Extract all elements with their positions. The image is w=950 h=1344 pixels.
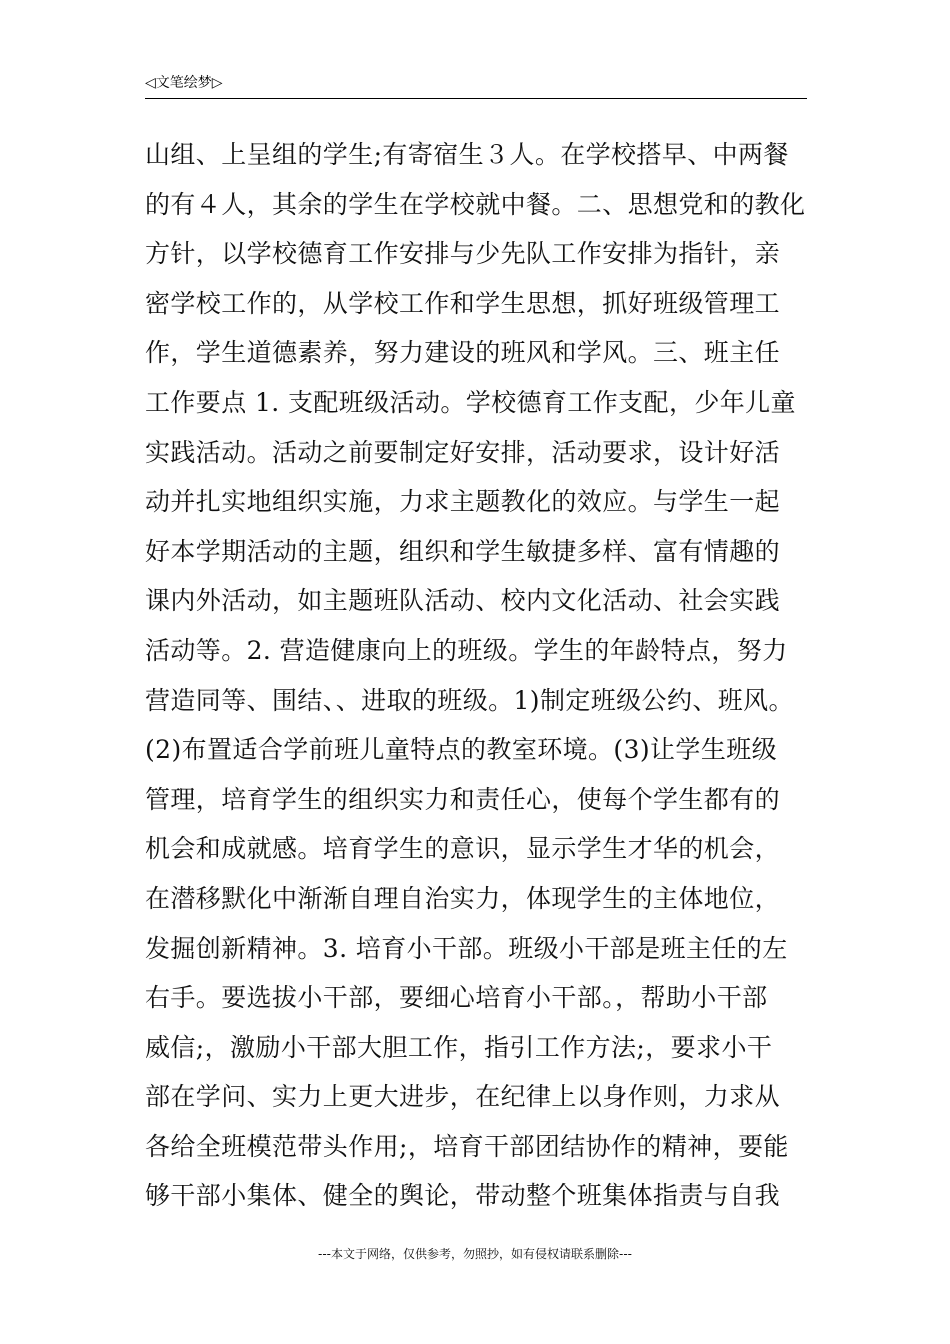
body-line: 方针，以学校德育工作安排与少先队工作安排为指针，亲 bbox=[145, 239, 781, 269]
body-line: 作，学生道德素养，努力建设的班风和学风。三、班主任 bbox=[145, 338, 781, 368]
body-line: 活动等。2. 营造健康向上的班级。学生的年龄特点，努力 bbox=[145, 635, 788, 665]
page-header bbox=[145, 70, 807, 99]
body-line: 各给全班模范带头作用;，培育干部团结协作的精神，要能 bbox=[145, 1131, 789, 1161]
body-line: 课内外活动，如主题班队活动、校内文化活动、社会实践 bbox=[145, 586, 781, 616]
body-line: 工作要点 1. 支配班级活动。学校德育工作支配，少年儿童 bbox=[145, 387, 796, 417]
body-line: 管理，培育学生的组织实力和责任心，使每个学生都有的 bbox=[145, 784, 781, 814]
body-line: 营造同等、围结、、进取的班级。1)制定班级公约、班风。 bbox=[145, 685, 794, 715]
body-line: 的有４人，其余的学生在学校就中餐。二、思想党和的教化 bbox=[145, 189, 806, 219]
header-title: ◁文笔绘梦▷ bbox=[145, 75, 223, 91]
body-line: 发掘创新精神。3. 培育小干部。班级小干部是班主任的左 bbox=[145, 933, 788, 963]
body-line: 部在学问、实力上更大进步，在纪律上以身作则，力求从 bbox=[145, 1082, 781, 1112]
body-line: 够干部小集体、健全的舆论，带动整个班集体指责与自我 bbox=[145, 1181, 781, 1211]
body-line: 在潜移默化中渐渐自理自治实力，体现学生的主体地位， bbox=[145, 883, 781, 913]
body-line: (2)布置适合学前班儿童特点的教室环境。(3)让学生班级 bbox=[145, 735, 778, 765]
body-line: 山组、上呈组的学生;有寄宿生３人。在学校搭早、中两餐 bbox=[145, 140, 789, 169]
body-line: 机会和成就感。培育学生的意识，显示学生才华的机会， bbox=[145, 834, 781, 864]
document-body bbox=[145, 130, 835, 1221]
page-footer: ---本文于网络，仅供参考，勿照抄，如有侵权请联系删除--- bbox=[318, 1247, 632, 1261]
body-line: 好本学期活动的主题，组织和学生敏捷多样、富有情趣的 bbox=[145, 536, 781, 566]
body-line: 威信;，激励小干部大胆工作，指引工作方法;，要求小干 bbox=[145, 1032, 773, 1062]
body-line: 密学校工作的，从学校工作和学生思想，抓好班级管理工 bbox=[145, 288, 781, 318]
body-line: 动并扎实地组织实施，力求主题教化的效应。与学生一起 bbox=[145, 487, 781, 517]
body-line: 右手。要选拔小干部，要细心培育小干部。，帮助小干部 bbox=[145, 983, 768, 1013]
body-line: 实践活动。活动之前要制定好安排，活动要求，设计好活 bbox=[145, 437, 781, 467]
